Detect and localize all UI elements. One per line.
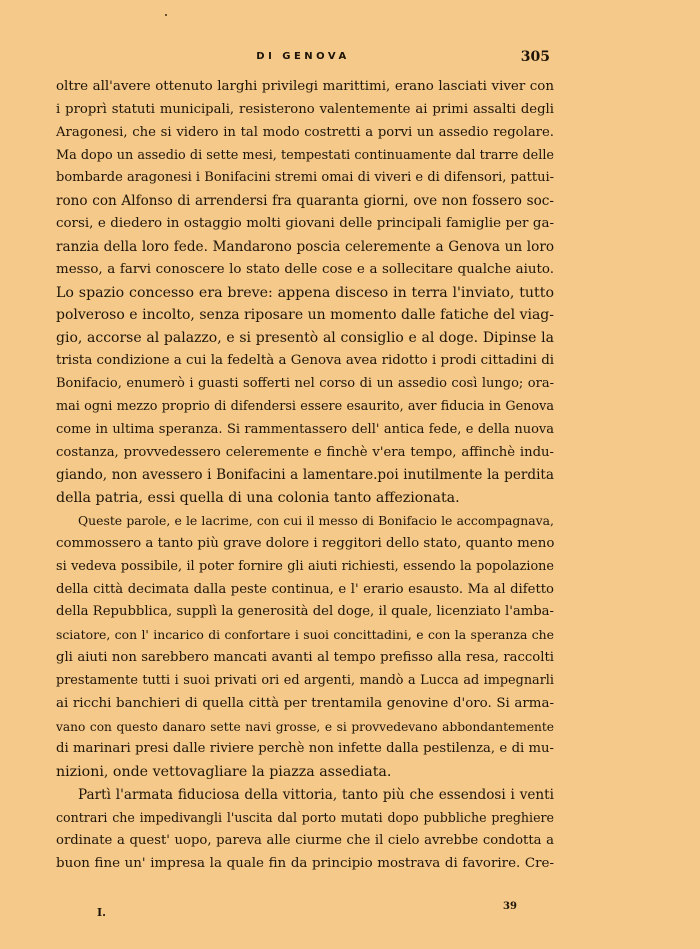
ink-speck (165, 14, 167, 16)
text-line: si vedeva possibile, il poter fornire gli aiuti richiesti, essendo la popolazione (56, 558, 554, 574)
text-line: oltre all'avere ottenuto larghi privilegi marittimi, erano lasciati viver con (56, 79, 554, 94)
text-line: Queste parole, e le lacrime, con cui il messo di Bonifacio le accompagnava, (78, 513, 554, 529)
text-line: rono con Alfonso di arrendersi fra quaranta giorni, ove non fossero soc- (56, 193, 554, 210)
text-line: corsi, e diedero in ostaggio molti giovani delle principali famiglie per ga- (56, 216, 554, 232)
page-number: 305 (520, 49, 550, 65)
text-line: prestamente tutti i suoi privati ori ed argenti, mandò a Lucca ad impegnarli (56, 672, 554, 688)
text-line: costanza, provvedessero celeremente e finchè v'era tempo, affinchè indu- (56, 444, 554, 460)
text-line: di marinari presi dalle riviere perchè non infette dalla pestilenza, e di mu- (56, 741, 554, 757)
text-line: ordinate a quest' uopo, pareva alle ciurme che il cielo avrebbe condotta a (56, 832, 554, 848)
text-line: gli aiuti non sarebbero mancati avanti al tempo prefisso alla resa, raccolti (56, 650, 554, 666)
text-line: mai ogni mezzo proprio di difendersi essere esaurito, aver fiducia in Genova (56, 398, 554, 414)
text-line: della Repubblica, supplì la generosità del doge, il quale, licenziato l'amba- (56, 604, 554, 620)
text-line: Bonifacio, enumerò i guasti sofferti nel corso di un assedio così lungo; ora- (56, 375, 554, 391)
text-line: contrari che impedivangli l'uscita dal porto mutati dopo pubbliche preghiere (56, 810, 554, 825)
sheet-number: 39 (503, 901, 517, 912)
text-line: Lo spazio concesso era breve: appena disceso in terra l'inviato, tutto (56, 284, 554, 301)
text-line: bombarde aragonesi i Bonifacini stremi omai di viveri e di difensori, pattui- (56, 170, 554, 186)
body-text (56, 76, 554, 876)
text-line: gio, accorse al palazzo, e si presentò al consiglio e al doge. Dipinse la (56, 330, 554, 347)
text-line: nizioni, onde vettovagliare la piazza assediata. (56, 764, 392, 781)
text-line: Partì l'armata fiduciosa della vittoria, tanto più che essendosi i venti (78, 787, 554, 804)
running-head (56, 49, 550, 67)
text-line: messo, a farvi conoscere lo stato delle cose e a sollecitare qualche aiuto. (56, 261, 554, 277)
text-line: ai ricchi banchieri di quella città per trentamila genovine d'oro. Si arma- (56, 695, 554, 711)
text-line: come in ultima speranza. Si rammentassero dell' antica fede, e della nuova (56, 421, 554, 437)
text-line: vano con questo danaro sette navi grosse, e si provvedevano abbondantemente (56, 719, 554, 734)
text-line: commossero a tanto più grave dolore i reggitori dello stato, quanto meno (56, 535, 555, 551)
text-line: trista condizione a cui la fedeltà a Genova avea ridotto i prodi cittadini di (56, 353, 555, 369)
running-title: DI GENOVA (256, 51, 350, 62)
text-line: Aragonesi, che si videro in tal modo costretti a porvi un assedio regolare. (56, 124, 554, 140)
text-line: polveroso e incolto, senza riposare un momento dalle fatiche del viag- (56, 307, 554, 324)
text-line: Ma dopo un assedio di sette mesi, tempestati continuamente dal trarre delle (56, 147, 554, 163)
text-line: della patria, essi quella di una colonia tanto affezionata. (56, 490, 460, 507)
text-line: della città decimata dalla peste continua, e l' erario esausto. Ma al difetto (56, 581, 554, 597)
text-line: i proprì statuti municipali, resisterono valentemente ai primi assalti degli (56, 101, 554, 117)
signature-mark: I. (97, 906, 106, 919)
text-line: buon fine un' impresa la quale fin da principio mostrava di favorire. Cre- (56, 855, 554, 871)
text-line: sciatore, con l' incarico di confortare i suoi concittadini, e con la speranza che (56, 627, 554, 643)
text-line: ranzia della loro fede. Mandarono poscia celeremente a Genova un loro (56, 238, 554, 255)
text-line: giando, non avessero i Bonifacini a lamentare.poi inutilmente la perdita (56, 467, 554, 484)
